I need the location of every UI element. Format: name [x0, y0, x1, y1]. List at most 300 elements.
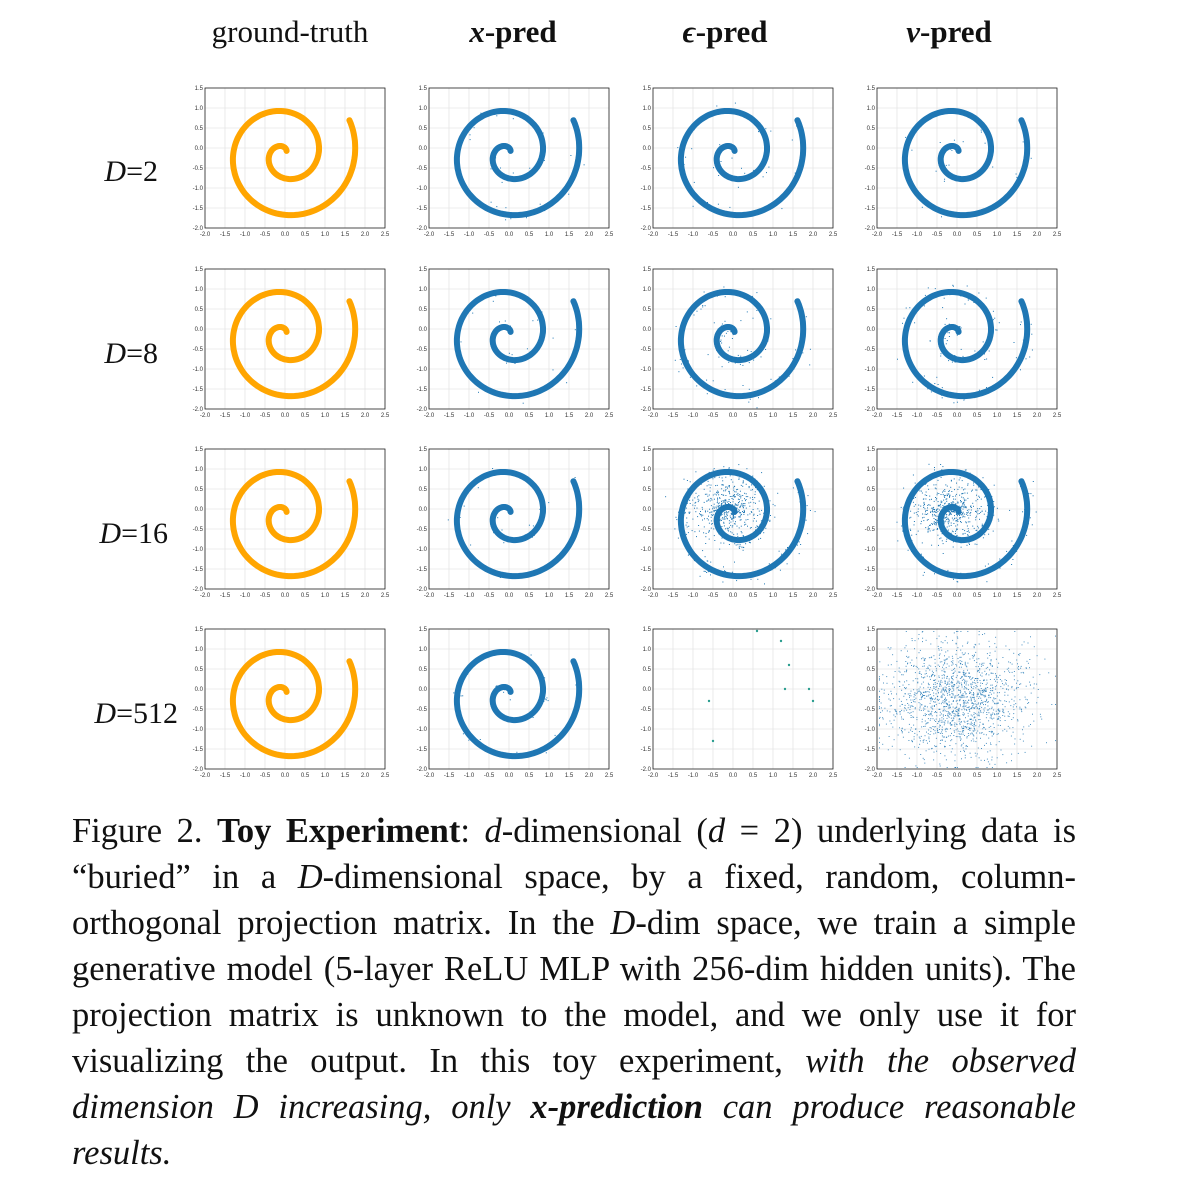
tick-label-x: -1.5 — [891, 413, 903, 419]
tick-label-x: 1.0 — [992, 773, 1002, 779]
tick-label-x: -2.0 — [199, 232, 211, 238]
plot-frame — [877, 629, 1057, 769]
tick-label-y: -2.0 — [416, 587, 427, 593]
tick-label-x: 1.0 — [320, 232, 330, 238]
tick-label-x: 1.5 — [340, 232, 350, 238]
tick-label-x: -1.5 — [891, 232, 903, 238]
tick-label-y: 1.0 — [866, 647, 875, 653]
row-label-d512: D=512 — [94, 697, 178, 730]
tick-label-y: 1.5 — [642, 447, 651, 453]
col-title-ground-truth: ground-truth — [211, 14, 369, 49]
tick-label-x: -2.0 — [871, 232, 883, 238]
tick-label-x: -2.0 — [423, 413, 435, 419]
col-title-v-pred: v-pred — [906, 14, 992, 49]
figure-caption: Figure 2. Toy Experiment: d-dimensional (d = 2) underlying data is “buried” in a D-dimensional space, by a fixed, random, column-orthogonal projection matrix. In the D-dim space, we train a simple generative model (5-layer ReLU MLP with 256-dim hidden units). The projection matrix is unknown to the model, and we only use it for visualizing the output. In this toy experiment, with the observed dimension D increasing, only x-prediction can produce reasonable results. — [72, 812, 1077, 1172]
tick-label-y: 0.5 — [866, 487, 875, 493]
scatter-panel-eps-row4 — [637, 625, 838, 783]
tick-label-y: -2.0 — [864, 226, 875, 232]
tick-label-y: -0.5 — [640, 347, 651, 353]
tick-label-x: 1.5 — [1012, 593, 1022, 599]
tick-label-y: 1.5 — [642, 627, 651, 633]
tick-label-x: -0.5 — [259, 773, 271, 779]
tick-label-x: 1.0 — [544, 773, 554, 779]
scatter-point — [712, 740, 714, 742]
tick-label-x: -0.5 — [483, 232, 495, 238]
tick-label-y: -0.5 — [864, 166, 875, 172]
tick-label-x: 1.0 — [992, 593, 1002, 599]
tick-label-x: 1.5 — [564, 232, 574, 238]
scatter-noise — [457, 295, 578, 403]
scatter-plot — [637, 265, 837, 421]
tick-label-y: 0.0 — [194, 507, 203, 513]
tick-label-x: 2.0 — [360, 232, 370, 238]
tick-label-x: -0.5 — [707, 773, 719, 779]
tick-label-x: 1.5 — [1012, 413, 1022, 419]
tick-label-x: -1.5 — [219, 413, 231, 419]
tick-label-x: 0.0 — [504, 232, 514, 238]
tick-label-y: -1.0 — [640, 186, 651, 192]
tick-label-x: -0.5 — [483, 773, 495, 779]
tick-label-y: -0.5 — [192, 707, 203, 713]
tick-label-x: -1.5 — [667, 232, 679, 238]
tick-label-x: 2.5 — [380, 773, 390, 779]
tick-label-y: 1.5 — [194, 86, 203, 92]
tick-label-y: 1.0 — [866, 467, 875, 473]
tick-label-y: -0.5 — [640, 707, 651, 713]
tick-label-x: 1.5 — [564, 413, 574, 419]
tick-label-y: 1.0 — [194, 647, 203, 653]
tick-label-x: 0.5 — [748, 773, 758, 779]
tick-label-y: -1.5 — [640, 206, 651, 212]
tick-label-x: 0.5 — [972, 413, 982, 419]
tick-label-x: 1.5 — [788, 773, 798, 779]
tick-label-x: -0.5 — [259, 232, 271, 238]
spiral-series — [233, 111, 355, 215]
tick-label-x: -2.0 — [871, 773, 883, 779]
tick-label-x: 0.5 — [748, 593, 758, 599]
scatter-panel-eps-row2 — [637, 265, 838, 423]
tick-label-x: 0.5 — [972, 773, 982, 779]
tick-label-x: 1.5 — [1012, 232, 1022, 238]
tick-label-x: 0.0 — [952, 773, 962, 779]
tick-label-x: -2.0 — [199, 413, 211, 419]
tick-label-x: 0.5 — [972, 593, 982, 599]
tick-label-y: 0.5 — [866, 126, 875, 132]
tick-label-x: 1.0 — [320, 413, 330, 419]
scatter-point — [808, 688, 810, 690]
scatter-noise — [897, 464, 1037, 583]
tick-label-x: 2.0 — [1032, 413, 1042, 419]
tick-label-x: 1.0 — [544, 232, 554, 238]
tick-label-x: 2.0 — [584, 593, 594, 599]
tick-label-x: -2.0 — [871, 593, 883, 599]
tick-label-x: 0.5 — [972, 232, 982, 238]
tick-label-x: 1.5 — [340, 593, 350, 599]
tick-label-x: 2.0 — [584, 773, 594, 779]
scatter-panel-gt-row3 — [189, 445, 390, 603]
tick-label-x: -1.0 — [687, 232, 699, 238]
tick-label-y: -1.0 — [192, 186, 203, 192]
scatter-point — [708, 700, 710, 702]
tick-label-x: 1.0 — [992, 232, 1002, 238]
tick-label-y: -2.0 — [640, 767, 651, 773]
tick-label-x: -1.5 — [891, 773, 903, 779]
tick-label-y: -1.5 — [640, 567, 651, 573]
tick-label-y: -1.0 — [864, 727, 875, 733]
tick-label-y: 1.0 — [642, 647, 651, 653]
tick-label-x: 2.0 — [1032, 773, 1042, 779]
tick-label-x: -0.5 — [483, 413, 495, 419]
tick-label-y: -0.5 — [192, 347, 203, 353]
spiral-series — [457, 111, 579, 215]
tick-label-x: 1.0 — [992, 413, 1002, 419]
tick-label-y: -1.5 — [192, 747, 203, 753]
tick-label-y: 1.0 — [194, 106, 203, 112]
tick-label-x: 1.5 — [788, 413, 798, 419]
scatter-noise — [897, 285, 1033, 404]
tick-label-x: 1.0 — [768, 773, 778, 779]
tick-label-x: 2.5 — [828, 593, 838, 599]
tick-label-y: 0.5 — [866, 307, 875, 313]
tick-label-x: -1.5 — [667, 593, 679, 599]
tick-label-x: 2.5 — [828, 232, 838, 238]
scatter-panel-gt-row4 — [189, 625, 390, 783]
spiral-series — [233, 292, 355, 396]
tick-label-y: -1.0 — [416, 367, 427, 373]
tick-label-y: 1.0 — [866, 106, 875, 112]
tick-label-x: -0.5 — [707, 593, 719, 599]
scatter-plot — [189, 84, 389, 240]
tick-label-x: 0.0 — [280, 413, 290, 419]
tick-label-x: 2.0 — [360, 413, 370, 419]
tick-label-x: 2.5 — [604, 593, 614, 599]
tick-label-x: -1.0 — [239, 413, 251, 419]
tick-label-x: 1.5 — [788, 593, 798, 599]
tick-label-x: -1.5 — [667, 773, 679, 779]
scatter-panel-gt-row2 — [189, 265, 390, 423]
tick-label-x: 2.0 — [808, 413, 818, 419]
tick-label-y: -2.0 — [192, 767, 203, 773]
plot-frame — [653, 629, 833, 769]
tick-label-y: -0.5 — [640, 527, 651, 533]
tick-label-y: 1.5 — [194, 447, 203, 453]
tick-label-y: -1.5 — [192, 206, 203, 212]
tick-label-y: -1.0 — [640, 547, 651, 553]
scatter-panel-x-row4 — [413, 625, 614, 783]
tick-label-x: -1.0 — [463, 773, 475, 779]
tick-label-x: -1.5 — [667, 413, 679, 419]
tick-label-x: -2.0 — [199, 593, 211, 599]
tick-label-x: 0.0 — [728, 232, 738, 238]
tick-label-y: 1.5 — [866, 447, 875, 453]
scatter-panel-v-row2 — [861, 265, 1062, 423]
tick-label-x: -1.0 — [463, 593, 475, 599]
tick-label-y: -0.5 — [192, 166, 203, 172]
tick-label-y: 1.0 — [418, 467, 427, 473]
row-label-d2: D=2 — [104, 155, 158, 188]
tick-label-x: 1.0 — [320, 593, 330, 599]
tick-label-y: -1.5 — [416, 387, 427, 393]
tick-label-x: 0.0 — [280, 773, 290, 779]
tick-label-x: -1.0 — [687, 593, 699, 599]
tick-label-y: 1.0 — [418, 647, 427, 653]
tick-label-x: 2.5 — [1052, 232, 1062, 238]
tick-label-x: -1.5 — [219, 593, 231, 599]
spiral-series — [681, 111, 803, 215]
tick-label-y: 0.0 — [194, 687, 203, 693]
tick-label-y: 0.0 — [642, 327, 651, 333]
col-title-eps-pred: ϵ-pred — [682, 14, 768, 49]
tick-label-x: 0.0 — [504, 593, 514, 599]
tick-label-x: 1.0 — [768, 232, 778, 238]
spiral-series — [457, 292, 579, 396]
scatter-point — [812, 700, 814, 702]
tick-label-x: 2.5 — [380, 232, 390, 238]
tick-label-y: 1.5 — [866, 86, 875, 92]
tick-label-y: -1.0 — [864, 367, 875, 373]
tick-label-y: 0.0 — [642, 146, 651, 152]
tick-label-x: -2.0 — [423, 232, 435, 238]
tick-label-y: 0.5 — [418, 307, 427, 313]
tick-label-x: -1.5 — [443, 773, 455, 779]
tick-label-y: 1.0 — [194, 467, 203, 473]
tick-label-x: 0.5 — [524, 232, 534, 238]
scatter-plot — [413, 445, 613, 601]
tick-label-y: 0.0 — [866, 507, 875, 513]
scatter-panel-v-row3 — [861, 445, 1062, 603]
tick-label-y: -0.5 — [192, 527, 203, 533]
tick-label-y: 1.5 — [418, 447, 427, 453]
tick-label-y: 1.5 — [418, 627, 427, 633]
scatter-panel-x-row2 — [413, 265, 614, 423]
tick-label-x: 0.5 — [300, 232, 310, 238]
tick-label-x: -1.0 — [463, 413, 475, 419]
tick-label-y: 0.5 — [418, 126, 427, 132]
scatter-point — [788, 664, 790, 666]
scatter-point — [784, 688, 786, 690]
tick-label-x: -2.0 — [647, 773, 659, 779]
spiral-series — [233, 472, 355, 576]
tick-label-x: 0.0 — [504, 413, 514, 419]
tick-label-x: 2.5 — [1052, 773, 1062, 779]
tick-label-y: 0.0 — [866, 146, 875, 152]
tick-label-y: 0.0 — [418, 507, 427, 513]
tick-label-x: 2.5 — [828, 773, 838, 779]
tick-label-y: 0.5 — [194, 667, 203, 673]
tick-label-x: -1.5 — [443, 232, 455, 238]
tick-label-x: 0.0 — [952, 232, 962, 238]
tick-label-y: 0.0 — [642, 687, 651, 693]
tick-label-y: -1.0 — [864, 186, 875, 192]
spiral-series — [457, 652, 579, 756]
tick-label-y: -0.5 — [416, 707, 427, 713]
tick-label-y: 1.5 — [418, 267, 427, 273]
tick-label-x: 2.5 — [828, 413, 838, 419]
tick-label-y: -2.0 — [864, 767, 875, 773]
tick-label-y: -0.5 — [416, 527, 427, 533]
scatter-plot — [189, 625, 389, 781]
scatter-plot — [413, 84, 613, 240]
tick-label-y: 0.0 — [642, 507, 651, 513]
tick-label-y: 0.5 — [642, 667, 651, 673]
tick-label-x: -0.5 — [259, 593, 271, 599]
tick-label-x: 2.5 — [604, 232, 614, 238]
tick-label-x: 2.0 — [808, 232, 818, 238]
tick-label-x: -1.5 — [443, 413, 455, 419]
tick-label-y: -1.5 — [416, 206, 427, 212]
spiral-series — [233, 652, 355, 756]
scatter-plot — [861, 84, 1061, 240]
spiral-series — [681, 472, 803, 576]
tick-label-y: -0.5 — [864, 347, 875, 353]
scatter-plot — [861, 445, 1061, 601]
tick-label-y: -2.0 — [192, 407, 203, 413]
tick-label-y: 0.0 — [194, 146, 203, 152]
scatter-panel-v-row4 — [861, 625, 1062, 783]
caption-label: Figure 2. — [72, 812, 203, 850]
tick-label-y: -1.0 — [416, 547, 427, 553]
tick-label-x: 2.5 — [604, 773, 614, 779]
tick-label-y: -1.5 — [864, 567, 875, 573]
row-label-d8: D=8 — [104, 337, 158, 370]
tick-label-x: -2.0 — [423, 593, 435, 599]
tick-label-y: -2.0 — [416, 767, 427, 773]
tick-label-y: -0.5 — [640, 166, 651, 172]
tick-label-y: -1.5 — [864, 387, 875, 393]
tick-label-x: 0.5 — [300, 773, 310, 779]
tick-label-x: -2.0 — [647, 593, 659, 599]
tick-label-y: -1.0 — [192, 547, 203, 553]
tick-label-x: 0.5 — [524, 773, 534, 779]
tick-label-x: -1.5 — [219, 773, 231, 779]
tick-label-y: 0.0 — [194, 327, 203, 333]
tick-label-x: 1.5 — [564, 593, 574, 599]
col-title-x-pred: x-pred — [469, 14, 557, 49]
tick-label-y: -1.0 — [192, 367, 203, 373]
tick-label-y: 0.5 — [418, 667, 427, 673]
tick-label-y: 0.0 — [418, 327, 427, 333]
tick-label-y: -1.5 — [416, 567, 427, 573]
tick-label-x: 0.5 — [524, 593, 534, 599]
scatter-point — [780, 640, 782, 642]
scatter-plot — [413, 265, 613, 421]
tick-label-y: 0.0 — [418, 687, 427, 693]
tick-label-x: 0.5 — [748, 232, 758, 238]
spiral-series — [905, 111, 1027, 215]
tick-label-y: -1.5 — [192, 387, 203, 393]
tick-label-y: -1.5 — [864, 747, 875, 753]
tick-label-y: 0.5 — [642, 126, 651, 132]
tick-label-y: -0.5 — [864, 707, 875, 713]
tick-label-y: 0.0 — [866, 687, 875, 693]
tick-label-x: -1.0 — [463, 232, 475, 238]
tick-label-x: 0.0 — [280, 593, 290, 599]
tick-label-y: 1.5 — [418, 86, 427, 92]
tick-label-y: 1.0 — [642, 106, 651, 112]
tick-label-x: 1.0 — [544, 413, 554, 419]
tick-label-x: -2.0 — [871, 413, 883, 419]
tick-label-x: 2.0 — [584, 232, 594, 238]
tick-label-x: -1.0 — [687, 413, 699, 419]
tick-label-y: -1.0 — [416, 186, 427, 192]
scatter-point — [756, 630, 758, 632]
tick-label-x: 1.5 — [564, 773, 574, 779]
tick-label-x: -1.5 — [219, 232, 231, 238]
tick-label-x: 0.5 — [300, 593, 310, 599]
noise-points — [879, 631, 1056, 768]
spiral-series — [905, 472, 1027, 576]
spiral-series — [681, 292, 803, 396]
tick-label-y: 0.0 — [418, 146, 427, 152]
tick-label-x: 2.5 — [1052, 593, 1062, 599]
tick-label-y: -1.5 — [864, 206, 875, 212]
tick-label-y: 1.0 — [642, 467, 651, 473]
tick-label-y: 1.5 — [642, 86, 651, 92]
scatter-plot — [189, 265, 389, 421]
tick-label-y: -2.0 — [416, 407, 427, 413]
tick-label-y: -0.5 — [864, 527, 875, 533]
scatter-plot — [861, 265, 1061, 421]
tick-label-x: 0.0 — [728, 773, 738, 779]
tick-label-x: 2.5 — [604, 413, 614, 419]
scatter-plot — [637, 84, 837, 240]
tick-label-x: -0.5 — [931, 593, 943, 599]
tick-label-y: 0.0 — [866, 327, 875, 333]
tick-label-x: 1.5 — [1012, 773, 1022, 779]
tick-label-x: 1.5 — [340, 773, 350, 779]
tick-label-x: -1.5 — [443, 593, 455, 599]
tick-label-x: -1.0 — [911, 232, 923, 238]
row-label-d16: D=16 — [99, 517, 168, 550]
tick-label-x: -1.0 — [239, 773, 251, 779]
tick-label-y: -1.5 — [640, 387, 651, 393]
tick-label-x: -0.5 — [483, 593, 495, 599]
tick-label-x: 0.0 — [728, 593, 738, 599]
tick-label-x: 2.0 — [1032, 232, 1042, 238]
tick-label-y: 1.0 — [866, 287, 875, 293]
tick-label-y: 1.5 — [866, 267, 875, 273]
tick-label-x: 0.5 — [748, 413, 758, 419]
tick-label-y: -1.0 — [864, 547, 875, 553]
tick-label-x: 2.5 — [1052, 413, 1062, 419]
tick-label-y: -1.5 — [192, 567, 203, 573]
tick-label-x: 1.0 — [320, 773, 330, 779]
scatter-panel-x-row3 — [413, 445, 614, 603]
tick-label-y: 0.5 — [418, 487, 427, 493]
scatter-panel-gt-row1 — [189, 84, 390, 242]
tick-label-y: -1.5 — [416, 747, 427, 753]
tick-label-y: -0.5 — [416, 166, 427, 172]
tick-label-x: 0.0 — [952, 593, 962, 599]
tick-label-x: -1.0 — [687, 773, 699, 779]
tick-label-x: -1.0 — [239, 593, 251, 599]
tick-label-x: -1.0 — [911, 593, 923, 599]
tick-label-x: -2.0 — [647, 232, 659, 238]
tick-label-x: 0.5 — [300, 413, 310, 419]
scatter-plot — [637, 625, 837, 781]
tick-label-y: -2.0 — [416, 226, 427, 232]
tick-label-y: 0.5 — [194, 307, 203, 313]
tick-label-x: 2.5 — [380, 413, 390, 419]
scatter-plot — [861, 625, 1061, 781]
tick-label-x: 1.0 — [544, 593, 554, 599]
tick-label-y: 1.0 — [642, 287, 651, 293]
tick-label-y: 1.5 — [866, 627, 875, 633]
tick-label-y: 0.5 — [866, 667, 875, 673]
tick-label-x: 2.0 — [808, 593, 818, 599]
tick-label-y: -1.0 — [416, 727, 427, 733]
tick-label-x: 0.0 — [952, 413, 962, 419]
